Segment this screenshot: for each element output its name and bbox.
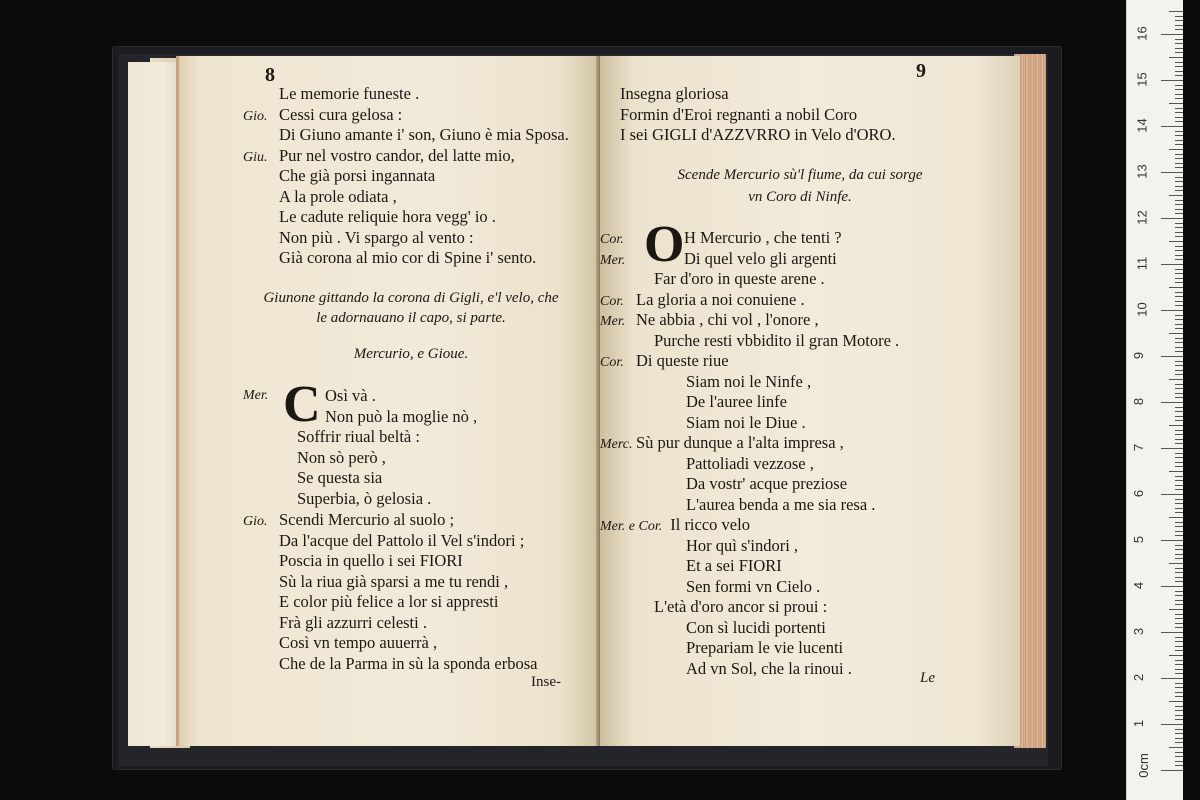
ruler-tick — [1175, 476, 1183, 477]
ruler-unit-label: 0cm — [1135, 753, 1151, 778]
verse-line: Già corona al mio cor di Spine i' sento. — [279, 248, 537, 267]
verse-line: Ad vn Sol, che la rinoui . — [686, 658, 852, 678]
ruler-tick — [1175, 434, 1183, 435]
ruler-tick — [1175, 420, 1183, 421]
ruler-tick — [1169, 333, 1183, 334]
ruler-tick — [1175, 641, 1183, 642]
ruler-tick — [1175, 706, 1183, 707]
ruler-tick — [1161, 264, 1183, 265]
verse-line: Hor quì s'indori , — [686, 535, 799, 555]
verse-line: Mer. Ne abbia , chi vol , l'onore , — [600, 310, 819, 329]
ruler-tick — [1175, 319, 1183, 320]
ruler-tick — [1161, 356, 1183, 357]
ruler-tick — [1175, 457, 1183, 458]
ruler-tick — [1161, 770, 1183, 771]
ruler-tick — [1175, 692, 1183, 693]
ruler-tick — [1175, 163, 1183, 164]
verse-line: Cor. H Mercurio , che tenti ? — [600, 228, 842, 247]
ruler-tick — [1175, 250, 1183, 251]
ruler-number: 1 — [1131, 719, 1147, 728]
ruler-tick — [1169, 241, 1183, 242]
ruler-tick — [1175, 430, 1183, 431]
ruler-number: 4 — [1131, 581, 1147, 590]
ruler-tick — [1175, 135, 1183, 136]
ruler-tick — [1175, 29, 1183, 30]
ruler-tick — [1169, 701, 1183, 702]
ruler-tick — [1161, 678, 1183, 679]
ruler-tick — [1175, 338, 1183, 339]
ruler-number: 2 — [1131, 673, 1147, 682]
ruler-tick — [1175, 315, 1183, 316]
verse-line: Gio. Cessi cura gelosa : — [243, 104, 403, 124]
ruler-tick — [1175, 204, 1183, 205]
verse-line: Di Giuno amante i' son, Giuno è mia Sposa. — [279, 125, 569, 144]
verse-line: Prepariam le vie lucenti — [686, 638, 844, 657]
ruler-tick — [1175, 98, 1183, 99]
ruler-tick — [1169, 609, 1183, 610]
verse-line: Da l'acque del Pattolo il Vel s'indori ; — [279, 530, 525, 550]
ruler-tick — [1175, 650, 1183, 651]
ruler-tick — [1175, 581, 1183, 582]
ruler-tick — [1175, 554, 1183, 555]
ruler-tick — [1175, 384, 1183, 385]
verse-line: L'aurea benda a me sia resa . — [686, 494, 876, 514]
ruler-tick — [1175, 752, 1183, 753]
ruler-tick — [1175, 259, 1183, 260]
ruler-tick — [1175, 273, 1183, 274]
ruler-number: 10 — [1134, 302, 1150, 317]
ruler-tick — [1175, 696, 1183, 697]
ruler-tick — [1175, 255, 1183, 256]
ruler-tick — [1175, 200, 1183, 201]
ruler-tick — [1175, 20, 1183, 21]
ruler-tick — [1175, 393, 1183, 394]
ruler-tick — [1175, 236, 1183, 237]
ruler-tick — [1175, 305, 1183, 306]
ruler-tick — [1175, 572, 1183, 573]
ruler-tick — [1175, 526, 1183, 527]
verse-line: Siam noi le Diue . — [686, 412, 806, 432]
ruler-number: 16 — [1134, 26, 1150, 41]
ruler-tick — [1175, 62, 1183, 63]
ruler-tick — [1169, 57, 1183, 58]
ruler-tick — [1175, 462, 1183, 463]
ruler-tick — [1175, 600, 1183, 601]
ruler-tick — [1175, 121, 1183, 122]
ruler-tick — [1175, 669, 1183, 670]
ruler-tick — [1161, 540, 1183, 541]
verse-line: Siam noi le Ninfe , — [686, 371, 812, 391]
verse-line: Se questa sia — [297, 468, 383, 487]
verse-line: Poscia in quello i sei FIORI — [279, 551, 463, 570]
ruler-tick — [1175, 282, 1183, 283]
ruler-tick — [1175, 158, 1183, 159]
ruler-tick — [1175, 269, 1183, 270]
ruler-tick — [1175, 595, 1183, 596]
verse-line: Et a sei FIORI — [686, 556, 782, 575]
verse-line: Osì và . — [325, 386, 376, 405]
ruler-tick — [1175, 209, 1183, 210]
ruler-tick — [1175, 351, 1183, 352]
ruler-number: 3 — [1131, 627, 1147, 636]
ruler-number: 6 — [1131, 489, 1147, 498]
ruler-tick — [1175, 181, 1183, 182]
ruler-tick — [1169, 287, 1183, 288]
ruler-tick — [1175, 577, 1183, 578]
ruler-tick — [1169, 425, 1183, 426]
verse-line: Sen formi vn Cielo . — [686, 576, 821, 596]
text-block-top — [620, 84, 896, 146]
ruler-tick — [1175, 361, 1183, 362]
ruler-tick — [1169, 195, 1183, 196]
ruler-tick — [1175, 545, 1183, 546]
verse-line: Le cadute reliquie hora vegg' io . — [279, 207, 496, 226]
verse-line: Pattoliadi vezzose , — [686, 453, 814, 473]
ruler-tick — [1175, 278, 1183, 279]
ruler-number: 7 — [1131, 443, 1147, 452]
ruler-tick — [1161, 34, 1183, 35]
ruler-tick — [1161, 402, 1183, 403]
ruler-tick — [1175, 646, 1183, 647]
verse-line: Giu. Pur nel vostro candor, del latte mio, — [243, 145, 515, 165]
ruler-tick — [1175, 324, 1183, 325]
ruler-tick — [1175, 664, 1183, 665]
ruler-tick — [1175, 223, 1183, 224]
ruler-tick — [1175, 485, 1183, 486]
verse-line: Formin d'Eroi regnanti a nobil Coro — [620, 104, 858, 124]
verse-line: Non più . Vi spargo al vento : — [279, 227, 474, 247]
ruler-tick — [1175, 177, 1183, 178]
verse-line: Sù la riua già sparsi a me tu rendi , — [279, 571, 509, 591]
page-number: 8 — [265, 64, 275, 86]
ruler-tick — [1175, 144, 1183, 145]
ruler-tick — [1175, 397, 1183, 398]
ruler-tick — [1175, 614, 1183, 615]
ruler-tick — [1175, 75, 1183, 76]
ruler-tick — [1175, 388, 1183, 389]
mer-verse — [325, 386, 477, 427]
stage-line: le adornauano il capo, si parte. — [316, 310, 506, 326]
ruler-tick — [1175, 480, 1183, 481]
mer-verse-cont — [297, 427, 431, 509]
text-block-top — [243, 84, 569, 269]
ruler-tick — [1175, 733, 1183, 734]
ruler-tick — [1175, 246, 1183, 247]
verse-line: Mer. e Cor. Il ricco velo — [600, 515, 750, 534]
ruler-tick — [1175, 499, 1183, 500]
ruler-tick — [1175, 439, 1183, 440]
gio-verse — [243, 510, 537, 674]
verse-line: Cor. Di queste riue — [600, 351, 729, 370]
ruler-tick — [1175, 407, 1183, 408]
ruler-tick — [1175, 39, 1183, 40]
verse-line: Cor. La gloria a noi conuiene . — [600, 289, 805, 309]
ruler-tick — [1175, 591, 1183, 592]
ruler-tick — [1175, 558, 1183, 559]
ruler-tick — [1175, 535, 1183, 536]
ruler-tick — [1169, 563, 1183, 564]
ruler-number: 15 — [1134, 72, 1150, 87]
ruler-tick — [1175, 16, 1183, 17]
ruler-tick — [1175, 296, 1183, 297]
ruler-number: 12 — [1134, 210, 1150, 225]
ruler-tick — [1175, 687, 1183, 688]
ruler-tick — [1161, 218, 1183, 219]
ruler-tick — [1175, 374, 1183, 375]
ruler-number: 11 — [1134, 256, 1150, 271]
ruler-tick — [1175, 167, 1183, 168]
ruler-number: 9 — [1131, 351, 1147, 360]
verse-line: Che de la Parma in sù la sponda erbosa — [279, 653, 538, 673]
verse-line: Frà gli azzurri celesti . — [279, 612, 427, 632]
verse-line: Mer. Di quel velo gli argenti — [600, 248, 837, 268]
ruler-tick — [1175, 503, 1183, 504]
ruler-tick — [1161, 80, 1183, 81]
ruler-tick — [1175, 765, 1183, 766]
verse-line: I sei GIGLI d'AZZVRRO in Velo d'ORO. — [620, 125, 896, 144]
stage-line: Scende Mercurio sù'l fiume, da cui sorge — [677, 167, 923, 183]
verse-line: Superbia, ò gelosia . — [297, 488, 432, 508]
ruler-tick — [1169, 517, 1183, 518]
ruler-tick — [1161, 448, 1183, 449]
ruler-tick — [1175, 453, 1183, 454]
ruler-tick — [1161, 586, 1183, 587]
ruler-tick — [1161, 310, 1183, 311]
ruler-tick — [1175, 627, 1183, 628]
left-page — [176, 56, 603, 746]
ruler-tick — [1175, 489, 1183, 490]
ruler-tick — [1175, 522, 1183, 523]
ruler-tick — [1175, 292, 1183, 293]
ruler-tick — [1175, 342, 1183, 343]
ruler-tick — [1175, 48, 1183, 49]
ruler-tick — [1175, 370, 1183, 371]
ruler-tick — [1169, 379, 1183, 380]
right-page — [600, 56, 1020, 746]
ruler-tick — [1175, 365, 1183, 366]
verse-line: Gio. Scendi Mercurio al suolo ; — [243, 510, 455, 529]
ruler-tick — [1175, 227, 1183, 228]
ruler-tick — [1175, 623, 1183, 624]
verse-line: Così vn tempo auuerrà , — [279, 633, 438, 652]
ruler-tick — [1175, 549, 1183, 550]
ruler-tick — [1175, 52, 1183, 53]
ruler-tick — [1175, 232, 1183, 233]
ruler-tick — [1175, 411, 1183, 412]
ruler-tick — [1175, 719, 1183, 720]
ruler-number: 5 — [1131, 535, 1147, 544]
ruler-tick — [1169, 471, 1183, 472]
measuring-ruler — [1126, 0, 1183, 800]
verse-line: E color più felice a lor si appresti — [279, 592, 499, 611]
ruler-tick — [1161, 724, 1183, 725]
ruler-number: 8 — [1131, 397, 1147, 406]
ruler-tick — [1169, 103, 1183, 104]
ruler-tick — [1175, 85, 1183, 86]
ruler-tick — [1175, 140, 1183, 141]
ruler-tick — [1175, 738, 1183, 739]
verse-line: Non sò però , — [297, 447, 386, 467]
ruler-tick — [1175, 660, 1183, 661]
verse-block — [600, 228, 899, 679]
drop-capital: O — [644, 216, 685, 273]
ruler-tick — [1175, 108, 1183, 109]
verse-line: Le memorie funeste . — [279, 84, 420, 103]
ruler-tick — [1175, 637, 1183, 638]
catchword: Le — [920, 670, 935, 686]
ruler-tick — [1175, 71, 1183, 72]
ruler-tick — [1175, 190, 1183, 191]
ruler-tick — [1175, 328, 1183, 329]
ruler-tick — [1175, 301, 1183, 302]
ruler-tick — [1175, 89, 1183, 90]
ruler-tick — [1175, 756, 1183, 757]
ruler-tick — [1175, 25, 1183, 26]
ruler-tick — [1175, 213, 1183, 214]
ruler-tick — [1175, 729, 1183, 730]
stage-line: vn Coro di Ninfe. — [748, 189, 852, 205]
verse-line: Soffrir riual beltà : — [297, 427, 420, 446]
ruler-tick — [1175, 710, 1183, 711]
ruler-tick — [1175, 683, 1183, 684]
verse-line: Insegna gloriosa — [620, 84, 729, 103]
ruler-tick — [1175, 508, 1183, 509]
ruler-tick — [1175, 673, 1183, 674]
ruler-tick — [1175, 761, 1183, 762]
verse-line: Con sì lucidi portenti — [686, 617, 826, 637]
ruler-tick — [1175, 604, 1183, 605]
ruler-tick — [1161, 494, 1183, 495]
ruler-tick — [1169, 11, 1183, 12]
ruler-tick — [1175, 117, 1183, 118]
ruler-tick — [1175, 715, 1183, 716]
ruler-tick — [1175, 94, 1183, 95]
ruler-number: 13 — [1134, 164, 1150, 179]
ruler-tick — [1175, 43, 1183, 44]
ruler-tick — [1175, 531, 1183, 532]
ruler-tick — [1161, 126, 1183, 127]
ruler-tick — [1175, 154, 1183, 155]
ruler-tick — [1175, 131, 1183, 132]
stage-direction — [610, 164, 990, 208]
verse-line: Merc. Sù pur dunque a l'alta impresa , — [600, 433, 844, 452]
ruler-tick — [1175, 443, 1183, 444]
ruler-tick — [1175, 416, 1183, 417]
ruler-tick — [1175, 347, 1183, 348]
verse-line: Da vostr' acque preziose — [686, 474, 848, 493]
verse-line: Purche resti vbbidito il gran Motore . — [654, 330, 900, 350]
ruler-tick — [1169, 655, 1183, 656]
verse-line: A la prole odiata , — [279, 186, 397, 206]
speaker-label: Mer. — [243, 388, 269, 403]
catchword: Inse- — [531, 674, 561, 690]
verse-line: De l'auree linfe — [686, 392, 787, 411]
ruler-tick — [1175, 742, 1183, 743]
ruler-tick — [1175, 466, 1183, 467]
ruler-tick — [1169, 149, 1183, 150]
ruler-tick — [1161, 172, 1183, 173]
drop-capital: C — [283, 376, 321, 433]
scene-heading: Mercurio, e Gioue. — [353, 346, 469, 362]
ruler-tick — [1161, 632, 1183, 633]
stage-line: Giunone gittando la corona di Gigli, e'l velo, che — [263, 290, 559, 306]
ruler-tick — [1169, 747, 1183, 748]
ruler-tick — [1175, 66, 1183, 67]
ruler-tick — [1175, 568, 1183, 569]
ruler-tick — [1175, 512, 1183, 513]
ruler-tick — [1175, 186, 1183, 187]
verse-line: Far d'oro in queste arene . — [654, 269, 825, 288]
stage-direction — [219, 288, 603, 328]
page-number: 9 — [916, 60, 926, 82]
verse-line: L'età d'oro ancor si proui : — [654, 597, 828, 616]
verse-line: Che già porsi ingannata — [279, 166, 436, 185]
ruler-tick — [1175, 112, 1183, 113]
verse-line: Non può la moglie nò , — [325, 406, 478, 426]
ruler-number: 14 — [1134, 118, 1150, 133]
ruler-tick — [1175, 618, 1183, 619]
